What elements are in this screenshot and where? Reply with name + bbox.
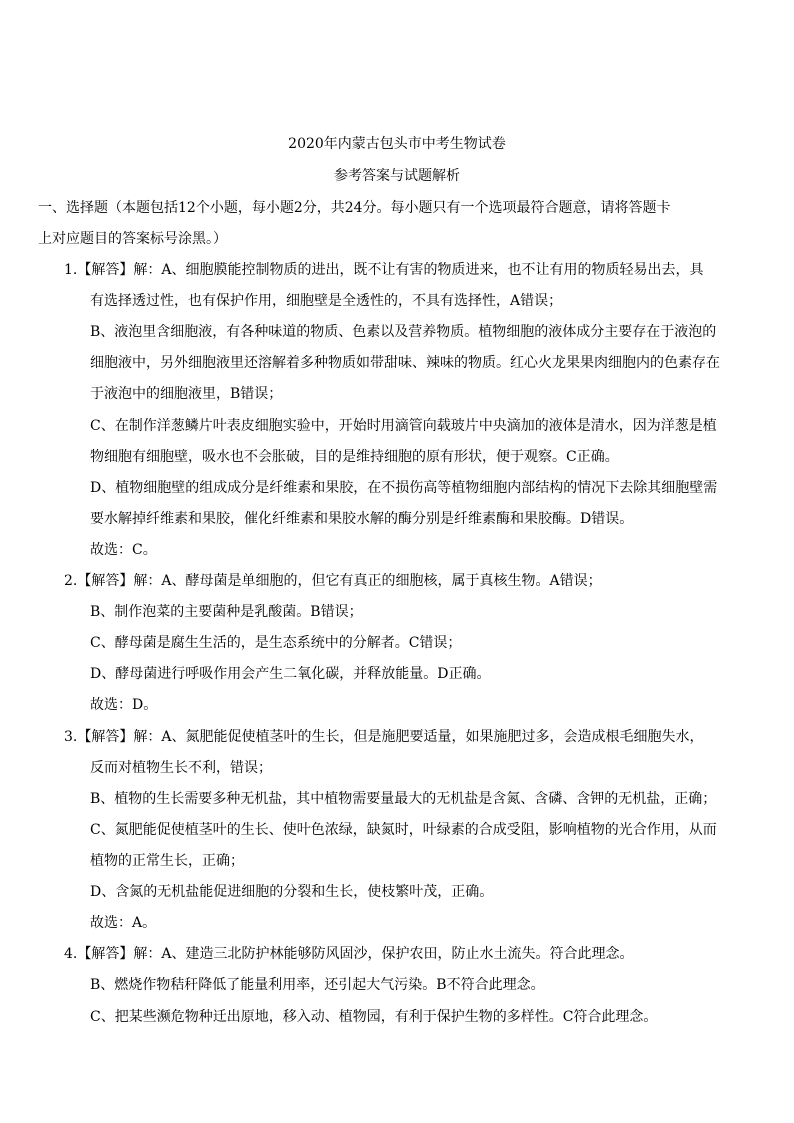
q1-line-3: B、液泡里含细胞液，有各种味道的物质、色素以及营养物质。植物细胞的液体成分主要存在于液泡的 [90, 324, 717, 340]
q4-line-1: 4.【解答】解：A、建造三北防护林能够防风固沙，保护农田，防止水土流失。符合此理念。 [64, 946, 634, 962]
q3-line-6: D、含氮的无机盐能促进细胞的分裂和生长，使枝繁叶茂，正确。 [90, 884, 494, 900]
page-title: 2020年内蒙古包头市中考生物试卷 [288, 136, 506, 152]
q3-line-1: 3.【解答】解：A、氮肥能促使植茎叶的生长，但是施肥要适量，如果施肥过多，会造成根毛细胞失水， [64, 729, 704, 745]
q4-line-2: B、燃烧作物秸秆降低了能量利用率，还引起大气污染。B不符合此理念。 [90, 977, 545, 993]
q1-line-2: 有选择透过性，也有保护作用，细胞壁是全透性的，不具有选择性，A错误； [90, 293, 563, 309]
q1-line-9: 要水解掉纤维素和果胶，催化纤维素和果胶水解的酶分别是纤维素酶和果胶酶。D错误。 [90, 511, 634, 527]
q3-line-3: B、植物的生长需要多种无机盐，其中植物需要量最大的无机盐是含氮、含磷、含钾的无机盐，正确； [90, 791, 717, 807]
q1-line-7: 物细胞有细胞壁，吸水也不会胀破，目的是维持细胞的原有形状，便于观察。C正确。 [90, 449, 619, 465]
q2-line-2: B、制作泡菜的主要菌种是乳酸菌。B错误； [90, 604, 363, 620]
page-subtitle: 参考答案与试题解析 [334, 168, 460, 184]
q1-line-6: C、在制作洋葱鳞片叶表皮细胞实验中，开始时用滴管向载玻片中央滴加的液体是清水，因为洋葱是植 [90, 418, 717, 434]
q1-line-5: 于液泡中的细胞液里，B错误； [90, 386, 283, 402]
q1-line-4: 细胞液中，另外细胞液里还溶解着多种物质如带甜味、辣味的物质。红心火龙果果肉细胞内的色素存在 [90, 355, 720, 371]
q2-answer: 故选：D。 [90, 697, 158, 713]
q2-line-1: 2.【解答】解：A、酵母菌是单细胞的，但它有真正的细胞核，属于真核生物。A错误； [64, 573, 602, 589]
q1-answer: 故选：C。 [90, 542, 157, 558]
q3-line-2: 反而对植物生长不利，错误； [90, 760, 272, 776]
q2-line-4: D、酵母菌进行呼吸作用会产生二氧化碳，并释放能量。D正确。 [90, 666, 491, 682]
q1-line-1: 1.【解答】解：A、细胞膜能控制物质的进出，既不让有害的物质进来，也不让有用的物质轻易出去，具 [64, 262, 704, 278]
q4-line-3: C、把某些濒危物种迁出原地，移入动、植物园，有利于保护生物的多样性。C符合此理念。 [90, 1009, 658, 1025]
q2-line-3: C、酵母菌是腐生生活的，是生态系统中的分解者。C错误； [90, 635, 462, 651]
section-heading-line-2: 上对应题目的答案标号涂黑。） [38, 231, 227, 247]
q3-line-4: C、氮肥能促使植茎叶的生长、使叶色浓绿，缺氮时，叶绿素的合成受阻，影响植物的光合作用，从而 [90, 822, 717, 838]
q3-line-5: 植物的正常生长，正确； [90, 853, 244, 869]
q3-answer: 故选：A。 [90, 915, 157, 931]
q1-line-8: D、植物细胞壁的组成成分是纤维素和果胶，在不损伤高等植物细胞内部结构的情况下去除其细胞壁需 [90, 480, 718, 496]
section-heading-line-1: 一、选择题（本题包括12个小题，每小题2分，共24分。每小题只有一个选项最符合题意，请将答题卡 [38, 200, 671, 216]
